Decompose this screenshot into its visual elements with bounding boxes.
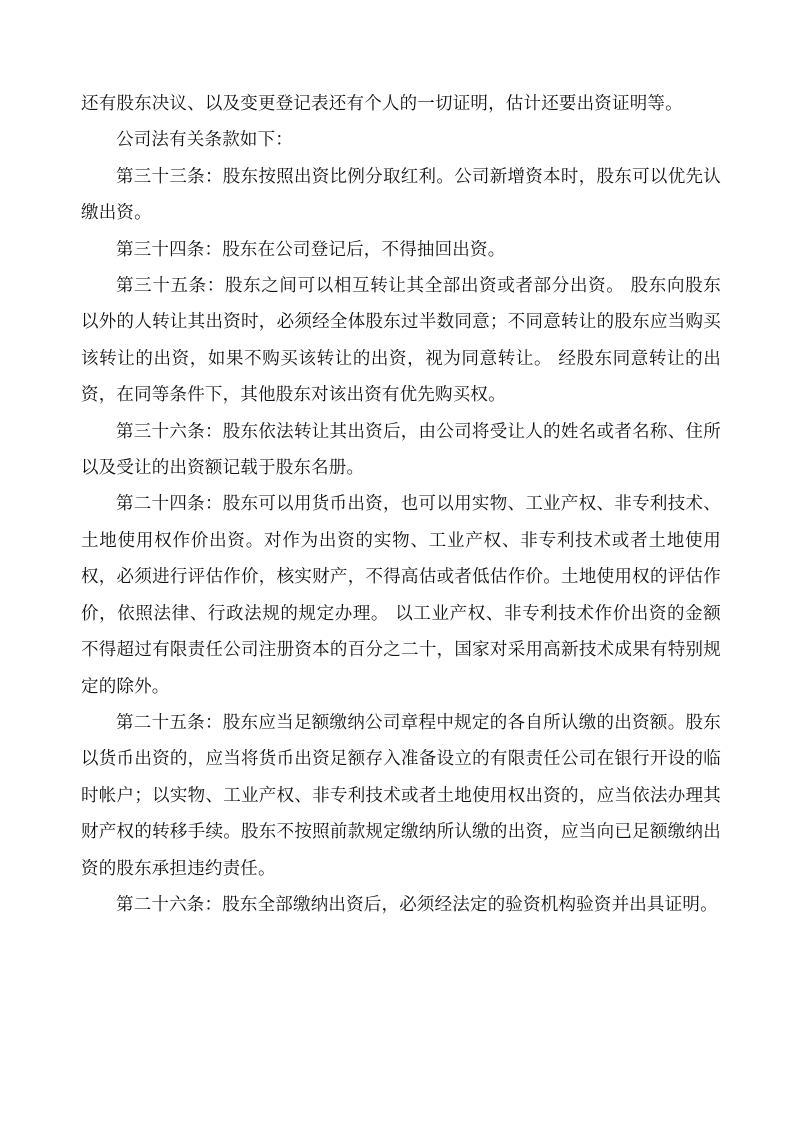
paragraph-article-35: 第三十五条：股东之间可以相互转让其全部出资或者部分出资。 股东向股东以外的人转让其出资时，必须经全体股东过半数同意；不同意转让的股东应当购买该转让的出资，如果不购买该转让的出资，视为同意转让。 经股东同意转让的出资，在同等条件下，其他股东对该出资有优先购买权。 [81, 276, 721, 406]
paragraph-continuation: 还有股东决议、以及变更登记表还有个人的一切证明，估计还要出资证明等。 [81, 94, 683, 114]
paragraph-article-24: 第二十四条：股东可以用货币出资，也可以用实物、工业产权、非专利技术、土地使用权作价出资。对作为出资的实物、工业产权、非专利技术或者土地使用权，必须进行评估作价，核实财产，不得高估或者低估作价。土地使用权的评估作价，依照法律、行政法规的规定办理。 以工业产权、非专利技术作价出资的金额不得超过有限责任公司注册资本的百分之二十，国家对采用高新技术成果有特别规定的除外。 [81, 494, 721, 697]
paragraph-article-34: 第三十四条：股东在公司登记后，不得抽回出资。 [116, 239, 506, 260]
paragraph-intro: 公司法有关条款如下： [116, 130, 293, 151]
paragraph-article-33: 第三十三条：股东按照出资比例分取红利。公司新增资本时，股东可以优先认缴出资。 [81, 166, 721, 224]
paragraph-article-25: 第二十五条：股东应当足额缴纳公司章程中规定的各自所认缴的出资额。股东以货币出资的，应当将货币出资足额存入准备设立的有限责任公司在银行开设的临时帐户；以实物、工业产权、非专利技术或者土地使用权出资的，应当依法办理其财产权的转移手续。股东不按照前款规定缴纳所认缴的出资，应当向已足额缴纳出资的股东承担违约责任。 [81, 712, 721, 879]
paragraph-article-26: 第二十六条：股东全部缴纳出资后，必须经法定的验资机构验资并出具证明。 [116, 894, 718, 915]
paragraph-article-36: 第三十六条：股东依法转让其出资后，由公司将受让人的姓名或者名称、住所以及受让的出资额记载于股东名册。 [81, 421, 721, 479]
document-body [81, 86, 721, 923]
